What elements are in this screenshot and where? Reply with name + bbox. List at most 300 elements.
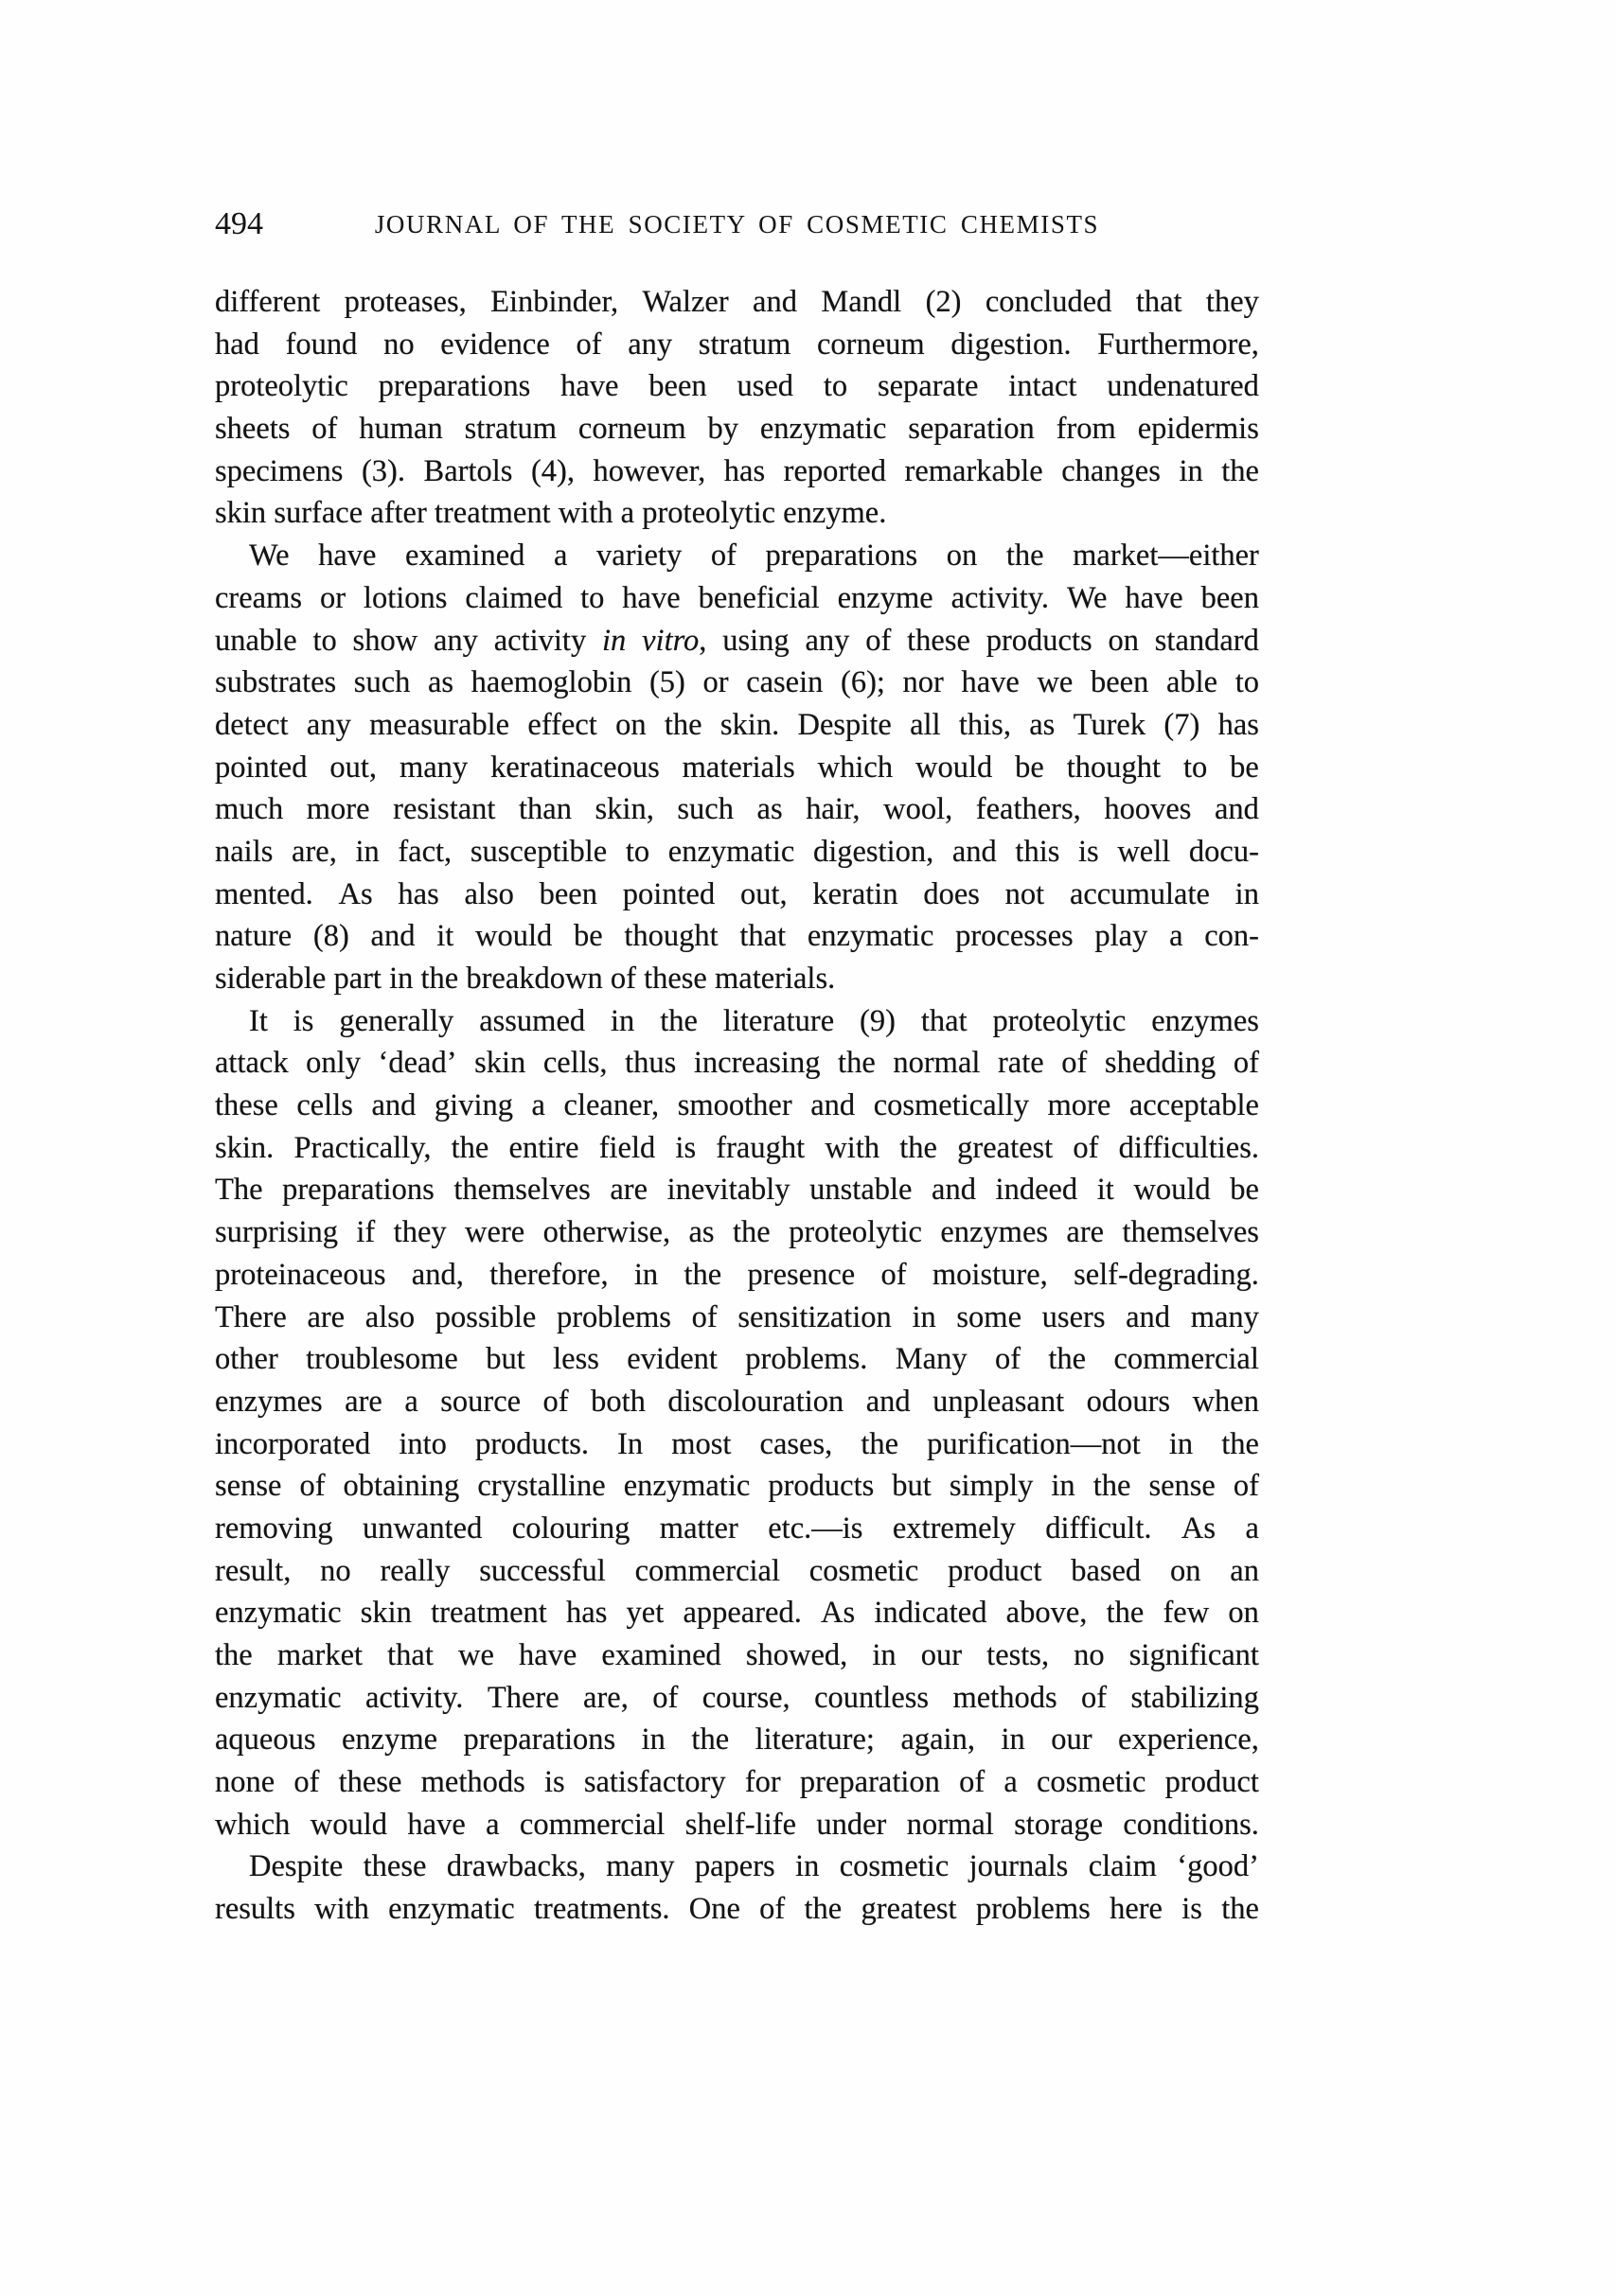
word: into (399, 1426, 447, 1461)
text-line (215, 620, 1259, 662)
word: more (306, 792, 370, 827)
word: has (566, 1596, 608, 1631)
word: under (816, 1807, 887, 1842)
word: examined (405, 539, 525, 574)
word: drawbacks, (446, 1849, 586, 1884)
word: obtaining (343, 1469, 460, 1504)
word: only (306, 1046, 361, 1081)
word: skin (360, 1596, 412, 1631)
word: some (956, 1299, 1022, 1334)
word: evident (627, 1342, 718, 1377)
word: of (542, 1384, 569, 1419)
word: generally (339, 1003, 454, 1038)
word: are, (292, 834, 337, 869)
word: of (1073, 1130, 1099, 1165)
word: is (1181, 1892, 1202, 1927)
word: enzyme (837, 580, 933, 615)
word: the (732, 1215, 771, 1250)
word: claim (1088, 1849, 1157, 1884)
word: to (1234, 665, 1259, 700)
word: examined (601, 1638, 721, 1672)
word: play (1094, 919, 1148, 954)
word: separate (877, 369, 979, 404)
text-line (215, 1761, 1259, 1804)
word: of (652, 1680, 679, 1715)
word: but (892, 1469, 932, 1504)
word: storage (1014, 1807, 1103, 1842)
word: the (451, 1130, 489, 1165)
word: that (387, 1638, 434, 1672)
text-line (215, 577, 1259, 620)
word: Bartols (423, 453, 513, 488)
word: and (753, 285, 797, 319)
word: changes (1061, 453, 1161, 488)
word: etc.—is (768, 1510, 863, 1545)
word: this, (958, 707, 1011, 742)
word: removing (215, 1510, 333, 1545)
word: keratin (812, 876, 898, 911)
text-line (215, 1127, 1259, 1170)
word: from (1056, 412, 1116, 447)
word: skin (215, 496, 267, 531)
text-line (215, 704, 1259, 747)
word: able (1165, 665, 1218, 700)
word: out, (739, 876, 788, 911)
word: skin. (719, 707, 780, 742)
text-line (215, 874, 1259, 916)
word: again, (900, 1722, 975, 1757)
word: these (644, 962, 707, 996)
word: the (691, 1722, 730, 1757)
word: It (249, 1003, 268, 1038)
text-line (215, 747, 1259, 789)
word: (5) (648, 665, 685, 700)
text-line (215, 492, 1259, 535)
word: proteolytic (215, 369, 348, 404)
word: unpleasant (932, 1384, 1065, 1419)
word: accumulate (1069, 876, 1210, 911)
text-line (215, 788, 1259, 831)
word: been (1090, 665, 1149, 700)
word: here (1110, 1892, 1163, 1927)
word: would (474, 919, 553, 954)
word: is (293, 1003, 314, 1038)
word: hooves (1104, 792, 1192, 827)
word: not (1004, 876, 1045, 911)
word: really (380, 1553, 451, 1588)
word: (8) (312, 919, 349, 954)
word: treatment (431, 1596, 547, 1631)
word: would (1133, 1173, 1211, 1208)
word: than (519, 792, 572, 827)
word: cells (296, 1088, 353, 1123)
word: part (333, 962, 382, 996)
word: well (1117, 834, 1171, 869)
word: activity. (364, 1680, 464, 1715)
word: in (641, 1722, 666, 1757)
word: show (352, 623, 418, 658)
word: lotions (363, 580, 448, 615)
word: our (920, 1638, 963, 1672)
word: methods (420, 1765, 525, 1800)
word: of (710, 539, 737, 574)
word: feathers, (975, 792, 1081, 827)
word: enzymatic (215, 1680, 342, 1715)
word: few (1163, 1596, 1210, 1631)
word: Einbinder, (490, 285, 619, 319)
word: and (810, 1088, 856, 1123)
word: be (1015, 750, 1044, 785)
word: tests, (986, 1638, 1050, 1672)
word: the (1106, 1596, 1145, 1631)
word: a (620, 496, 635, 531)
word: different (215, 285, 321, 319)
word: an (1230, 1553, 1259, 1588)
word: stabilizing (1130, 1680, 1259, 1715)
word: such (677, 792, 734, 827)
word: in (389, 962, 414, 996)
word: enzymes (940, 1215, 1049, 1250)
word: would (310, 1807, 388, 1842)
text-line (215, 281, 1259, 324)
word: such (353, 665, 411, 700)
text-line (215, 1381, 1259, 1423)
word: that (739, 919, 787, 954)
text-line (215, 1423, 1259, 1466)
word: of (576, 327, 602, 362)
word: We (249, 539, 290, 574)
word: docu- (1188, 834, 1259, 869)
word: Turek (1073, 707, 1146, 742)
word: have (560, 369, 619, 404)
word: product (1164, 1765, 1259, 1800)
word: or (702, 665, 729, 700)
word: corneum (577, 412, 686, 447)
word: above, (1005, 1596, 1088, 1631)
word: problems (556, 1299, 671, 1334)
word: to (625, 834, 650, 869)
word: cosmetic (808, 1553, 919, 1588)
text-line (215, 1550, 1259, 1593)
word: in (602, 623, 627, 658)
word: that (1135, 285, 1182, 319)
text-line (215, 1297, 1259, 1339)
word: is (543, 1765, 565, 1800)
word: a (553, 539, 568, 574)
word: and (932, 1173, 976, 1208)
word: acceptable (1128, 1088, 1259, 1123)
word: have (1125, 580, 1183, 615)
word: this (1015, 834, 1060, 869)
text-line (215, 1804, 1259, 1846)
word: appeared. (683, 1596, 802, 1631)
word: specimens (215, 453, 344, 488)
word: much (215, 792, 284, 827)
word: the (215, 1638, 253, 1672)
word: rate (997, 1046, 1044, 1081)
word: shelf-life (684, 1807, 796, 1842)
word: purification—not (927, 1426, 1141, 1461)
word: in (1001, 1722, 1025, 1757)
word: enzymes (215, 1384, 323, 1419)
word: had (215, 327, 259, 362)
word: the (899, 1130, 937, 1165)
word: commercial (519, 1807, 666, 1842)
word: enzymes (1151, 1003, 1259, 1038)
word: surface (274, 496, 364, 531)
word: normal (906, 1807, 994, 1842)
paragraph (215, 1846, 1259, 1930)
word: these (907, 623, 970, 658)
word: no (383, 327, 415, 362)
word: of (1233, 1046, 1259, 1081)
word: they (393, 1215, 447, 1250)
word: on (1228, 1596, 1259, 1631)
word: enzymatic (667, 834, 795, 869)
word: market (276, 1638, 364, 1672)
text-line (215, 1677, 1259, 1720)
text-line (215, 1846, 1259, 1888)
word: many (1190, 1299, 1259, 1334)
word: activity. (950, 580, 1050, 615)
word: reported (783, 453, 886, 488)
word: which (817, 750, 894, 785)
text-line (215, 1592, 1259, 1634)
text-line (215, 1719, 1259, 1761)
word: fraught (716, 1130, 806, 1165)
word: enzyme. (783, 496, 887, 531)
word: difficult. (1045, 1510, 1152, 1545)
word: users (1041, 1299, 1106, 1334)
word: enzymatic (388, 1892, 515, 1927)
word: literature; (755, 1722, 875, 1757)
word: source (440, 1384, 522, 1419)
word: to (1182, 750, 1208, 785)
word: as (756, 792, 783, 827)
word: in (1051, 1469, 1075, 1504)
word: problems. (745, 1342, 868, 1377)
word: out, (329, 750, 378, 785)
word: claimed (465, 580, 563, 615)
word: normal (893, 1046, 981, 1081)
text-line (215, 1634, 1259, 1677)
word: based (1071, 1553, 1142, 1588)
word: is (675, 1130, 697, 1165)
word: smoother (677, 1088, 792, 1123)
word: and (370, 919, 416, 954)
word: entire (508, 1130, 579, 1165)
word: the (1221, 1892, 1259, 1927)
word: proteolytic (992, 1003, 1127, 1038)
word: sense (1148, 1469, 1216, 1504)
word: There (215, 1299, 287, 1334)
word: sheets (215, 412, 291, 447)
word: with (314, 1892, 369, 1927)
text-line (215, 408, 1259, 450)
text-line (215, 1888, 1259, 1931)
word: any (805, 623, 850, 658)
word: many (399, 750, 469, 785)
word: of (311, 412, 338, 447)
word: thought (1066, 750, 1162, 785)
word: with (825, 1130, 880, 1165)
word: also (364, 1299, 416, 1334)
word: As (338, 876, 373, 911)
word: result, (215, 1553, 292, 1588)
word: As (1181, 1510, 1216, 1545)
word: siderable (215, 962, 327, 996)
word: a (404, 1384, 418, 1419)
word: as (688, 1215, 715, 1250)
word: digestion, (812, 834, 934, 869)
word: activity (493, 623, 587, 658)
word: unstable (809, 1173, 913, 1208)
word: in (1168, 1426, 1194, 1461)
word: when (1192, 1384, 1259, 1419)
text-line (215, 1211, 1259, 1254)
word: no (1074, 1638, 1105, 1672)
word: of (994, 1342, 1021, 1377)
word: (9) (860, 1003, 896, 1038)
word: colouring (511, 1510, 630, 1545)
word: undenatured (1107, 369, 1259, 404)
word: variety (596, 539, 683, 574)
word: indicated (874, 1596, 987, 1631)
word: are, (583, 1680, 629, 1715)
word: has (1217, 707, 1259, 742)
word: cells, (542, 1046, 608, 1081)
word: preparation (799, 1765, 940, 1800)
word: course, (701, 1680, 790, 1715)
text-line (215, 1508, 1259, 1550)
word: materials. (714, 962, 836, 996)
word: creams (215, 580, 303, 615)
word: standard (1154, 623, 1259, 658)
word: treatments. (533, 1892, 670, 1927)
word: matter (659, 1510, 738, 1545)
word: sense (215, 1469, 282, 1504)
word: it (1096, 1173, 1114, 1208)
word: no (320, 1553, 351, 1588)
word: field (598, 1130, 656, 1165)
word: difficulties. (1118, 1130, 1259, 1165)
word: in (355, 834, 380, 869)
word: in (872, 1638, 897, 1672)
text-line (215, 1000, 1259, 1043)
word: be (1230, 750, 1259, 785)
text-line (215, 662, 1259, 704)
word: proteases, (344, 285, 467, 319)
word: susceptible (470, 834, 608, 869)
word: stratum (698, 327, 791, 362)
word: has (398, 876, 439, 911)
word: possible (435, 1299, 537, 1334)
word: of (1081, 1680, 1108, 1715)
word: vitro, (642, 623, 707, 658)
word: skin, (595, 792, 654, 827)
word: Walzer (642, 285, 729, 319)
word: cosmetic (1036, 1765, 1146, 1800)
word: thus (625, 1046, 677, 1081)
word: both (591, 1384, 646, 1419)
word: preparations (463, 1722, 616, 1757)
word: found (285, 327, 358, 362)
word: discolouration (667, 1384, 844, 1419)
word: substrates (215, 665, 337, 700)
word: are (307, 1299, 346, 1334)
word: extremely (892, 1510, 1016, 1545)
word: enzymatic (807, 919, 934, 954)
word: the (420, 962, 459, 996)
word: attack (215, 1046, 289, 1081)
word: surprising (215, 1215, 338, 1250)
word: enzymatic (215, 1596, 342, 1631)
word: have (318, 539, 377, 574)
word: successful (479, 1553, 606, 1588)
word: showed, (745, 1638, 848, 1672)
word: on (1108, 623, 1139, 658)
word: have (622, 580, 681, 615)
word: nails (215, 834, 274, 869)
word: We (1066, 580, 1108, 615)
text-line (215, 1085, 1259, 1127)
word: Mandl (821, 285, 902, 319)
word: and (1126, 1299, 1171, 1334)
word: these (363, 1849, 427, 1884)
word: a (1003, 1765, 1018, 1800)
word: materials (682, 750, 795, 785)
text-line (215, 1254, 1259, 1297)
word: of (299, 1469, 326, 1504)
word: less (553, 1342, 599, 1377)
word: other (215, 1342, 278, 1377)
word: self-degrading. (1074, 1257, 1259, 1292)
word: have (518, 1638, 577, 1672)
word: of (610, 962, 636, 996)
word: does (923, 876, 980, 911)
word: cases, (759, 1426, 833, 1461)
word: greatest (861, 1892, 957, 1927)
word: the (1005, 539, 1044, 574)
word: experience, (1118, 1722, 1259, 1757)
word: enzymatic (759, 412, 887, 447)
page-header (215, 201, 1259, 240)
word: the (1221, 1426, 1259, 1461)
word: on (615, 707, 647, 742)
word: shedding (1104, 1046, 1216, 1081)
word: fact, (398, 834, 453, 869)
word: concluded (985, 285, 1112, 319)
word: digestion. (950, 327, 1072, 362)
word: product (948, 1553, 1042, 1588)
word: intact (1008, 369, 1077, 404)
paragraph (215, 281, 1259, 535)
word: nor (902, 665, 944, 700)
word: be (1230, 1173, 1259, 1208)
page-number: 494 (215, 206, 263, 241)
word: odours (1086, 1384, 1171, 1419)
word: would (915, 750, 993, 785)
word: (7) (1163, 707, 1200, 742)
word: and (865, 1384, 911, 1419)
word: con- (1204, 919, 1259, 954)
word: assumed (479, 1003, 586, 1038)
word: is (1078, 834, 1099, 869)
word: Furthermore, (1097, 327, 1259, 362)
word: these (215, 1088, 278, 1123)
word: products (768, 1469, 875, 1504)
word: cosmetically (873, 1088, 1029, 1123)
